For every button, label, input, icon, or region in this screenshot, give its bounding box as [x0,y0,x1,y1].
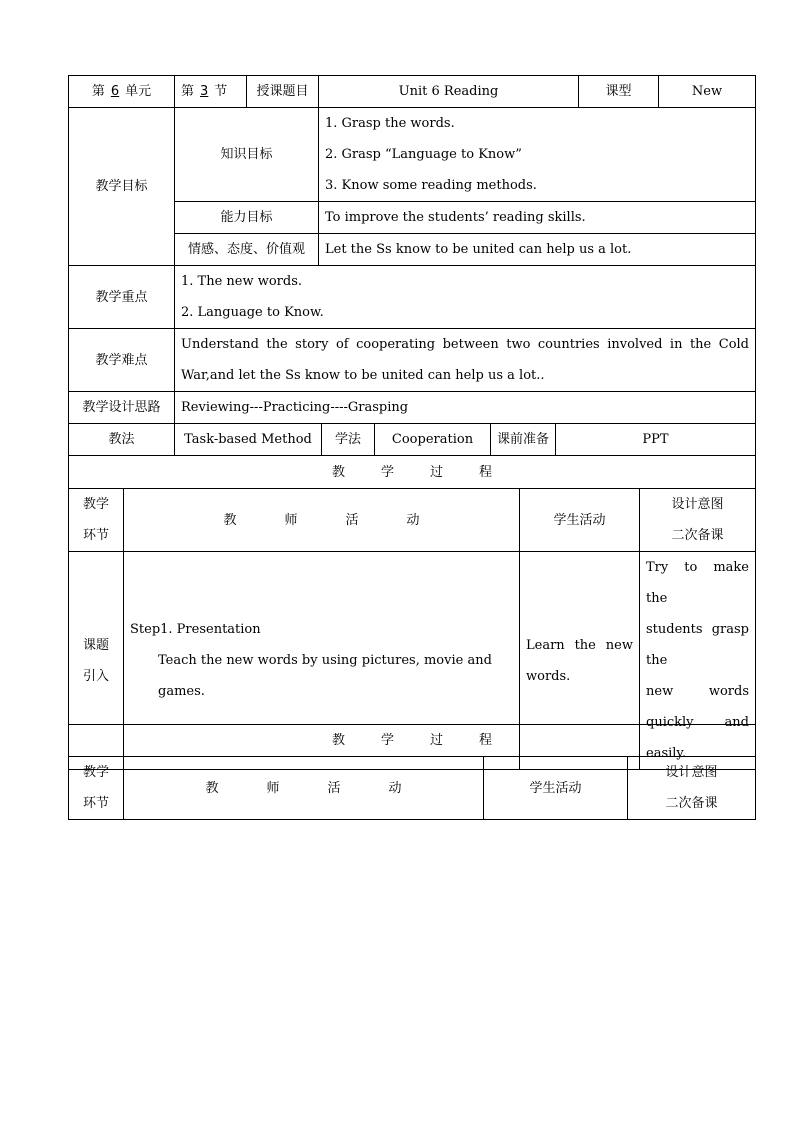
key-points-list [175,266,756,329]
teacher-header-char: 活 [327,780,341,796]
step1-student-line: Learn the new [526,637,633,653]
step1-design-line: quickly and [646,715,749,730]
teacher-header-char: 教 [205,780,219,796]
design-header-line: 二次备课 [665,796,718,811]
methods-table [68,423,756,456]
step1-design-line: students grasp the [646,622,749,668]
type-label: 课型 [579,76,659,108]
process-table-2 [68,724,756,820]
key-point-item: 1. The new words. [181,274,303,289]
teacher-header [124,489,520,552]
knowledge-list [319,108,756,202]
step1-stage-line: 课题 [82,637,109,653]
process-title-2 [69,725,756,757]
objectives-label: 教学目标 [69,108,175,266]
methods-row [69,424,756,456]
teacher-header-char: 动 [388,780,402,796]
stage-header-line: 教学 [82,765,109,780]
stage-header [69,489,124,552]
step1-student-line: words. [526,668,571,684]
key-point-item: 2. Language to Know. [181,305,324,320]
title-char: 程 [479,733,493,748]
design-header-2 [628,757,756,820]
design-row [69,392,756,424]
learn-method-value: Cooperation [375,424,491,456]
section-prefix: 第 [181,84,195,99]
stage-header-2 [69,757,124,820]
topic-label: 授课题目 [247,76,319,108]
difficulties-text: Understand the story of cooperating between two countries involved in the Cold War,and let the Ss know to be united can help us a lot.. [175,329,756,392]
ability-value: To improve the students’ reading skills. [319,202,756,234]
title-char: 过 [430,464,444,480]
lesson-plan-table [68,75,756,424]
title-char: 过 [430,733,444,748]
knowledge-row [69,108,756,202]
step1-design-line: easily. [646,746,687,761]
process-header-row [69,489,756,552]
design-header [640,489,756,552]
title-char: 学 [380,464,394,480]
knowledge-item: 1. Grasp the words. [325,116,455,131]
process-table-1 [68,455,756,770]
step1-title: Step1. Presentation [130,622,261,637]
learn-method-label: 学法 [322,424,375,456]
teacher-header-char: 师 [266,780,280,796]
topic-value: Unit 6 Reading [319,76,579,108]
title-char: 程 [479,464,493,480]
step1-design-line: Try to make the [646,560,749,606]
prep-value: PPT [556,424,756,456]
step1-stage-line: 引入 [82,668,109,684]
section-cell [175,76,247,108]
step1-design-line: new words [646,684,749,699]
student-header: 学生活动 [520,489,640,552]
process-title [69,456,756,489]
header-row [69,76,756,108]
title-char: 教 [331,733,345,748]
unit-number: 6 [110,84,120,99]
stage-header-line: 教学 [82,497,109,512]
unit-suffix: 单元 [125,84,152,99]
teacher-header-char: 师 [284,512,298,528]
section-suffix: 节 [214,84,228,99]
teacher-header-char: 动 [406,512,420,528]
teach-method-value: Task-based Method [175,424,322,456]
student-header-2: 学生活动 [484,757,628,820]
key-points-label: 教学重点 [69,266,175,329]
stage-header-line: 环节 [82,528,109,543]
design-header-line: 设计意图 [671,497,724,512]
teacher-header-char: 教 [223,512,237,528]
prep-label: 课前准备 [491,424,556,456]
knowledge-item: 3. Know some reading methods. [325,178,537,193]
stage-header-line: 环节 [82,796,109,811]
difficulties-label: 教学难点 [69,329,175,392]
knowledge-label: 知识目标 [175,108,319,202]
step1-teacher-text: Teach the new words by using pictures, movie and games. [158,653,492,699]
design-label: 教学设计思路 [69,392,175,424]
key-points-row [69,266,756,329]
type-value: New [659,76,756,108]
ability-label: 能力目标 [175,202,319,234]
process-title-row-2 [69,725,756,757]
unit-cell [69,76,175,108]
teacher-header-2 [124,757,484,820]
difficulties-row [69,329,756,392]
design-text: Reviewing---Practicing----Grasping [175,392,756,424]
unit-prefix: 第 [91,84,105,99]
title-char: 教 [331,464,345,480]
section-number: 3 [200,84,209,99]
process-title-row [69,456,756,489]
process-header-row-2 [69,757,756,820]
teach-method-label: 教法 [69,424,175,456]
teacher-header-char: 活 [345,512,359,528]
design-header-line: 二次备课 [671,528,724,543]
title-char: 学 [380,733,394,748]
design-header-line: 设计意图 [665,765,718,780]
knowledge-item: 2. Grasp “Language to Know” [325,147,522,162]
emotion-value: Let the Ss know to be united can help us a lot. [319,234,756,266]
emotion-label: 情感、态度、价值观 [175,234,319,266]
